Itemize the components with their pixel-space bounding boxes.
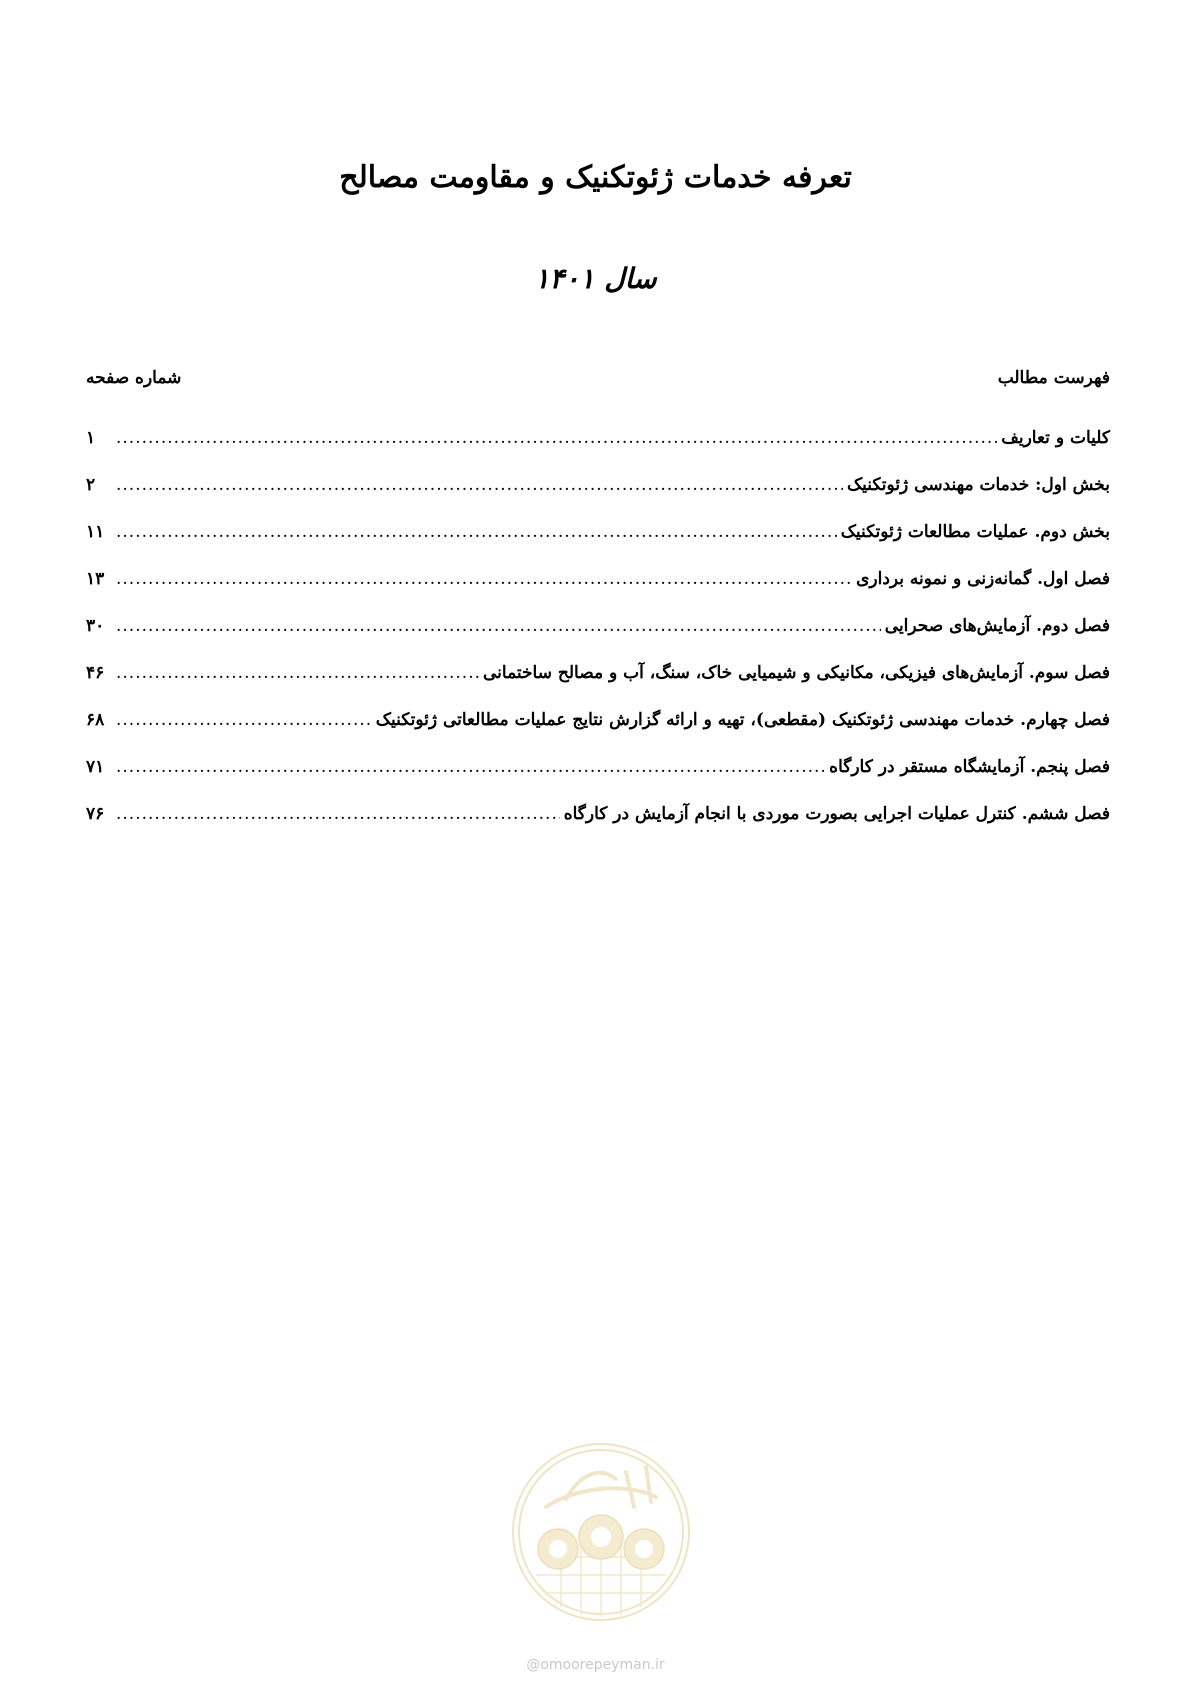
toc-entry-page: ۶۸ [86,710,105,730]
toc-entry-title: فصل ششم. کنترل عملیات اجرایی بصورت موردی با انجام آزمایش در کارگاه [563,804,1110,824]
toc-dot-leader [116,428,997,448]
toc-entry-title: بخش دوم. عملیات مطالعات ژئوتکنیک [840,522,1110,542]
toc-entry-page: ۲ [86,475,96,495]
toc-entry-title: فصل اول. گمانه‌زنی و نمونه برداری [856,569,1110,589]
toc-dot-leader [116,757,825,777]
toc-entry-title: فصل دوم. آزمایش‌های صحرایی [884,616,1110,636]
toc-header-page-number: شماره صفحه [86,368,182,388]
toc-row[interactable] [86,804,1110,851]
table-of-contents [86,428,1110,851]
toc-row[interactable] [86,757,1110,804]
toc-row[interactable] [86,616,1110,663]
toc-entry-page: ۱۱ [86,522,105,542]
toc-dot-leader [116,522,837,542]
toc-entry-page: ۱۳ [86,569,105,589]
toc-dot-leader [116,804,560,824]
toc-entry-page: ۷۱ [86,757,105,777]
document-year: سال ۱۴۰۱ [534,262,657,295]
toc-entry-title: کلیات و تعاریف [1001,428,1110,448]
document-title: تعرفه خدمات ژئوتکنیک و مقاومت مصالح [339,160,852,195]
toc-entry-title: فصل چهارم. خدمات مهندسی ژئوتکنیک (مقطعی)، تهیه و ارائه گزارش نتایج عملیات مطالعاتی ژئوتکنیک [375,710,1110,730]
toc-header [86,368,1110,398]
toc-row[interactable] [86,475,1110,522]
watermark-logo-icon [506,1437,696,1627]
toc-entry-page: ۳۰ [86,616,105,636]
toc-header-title: فهرست مطالب [997,368,1110,388]
toc-dot-leader [116,710,372,730]
toc-row[interactable] [86,522,1110,569]
toc-dot-leader [116,569,852,589]
toc-entry-page: ۴۶ [86,663,105,683]
toc-entry-title: بخش اول: خدمات مهندسی ژئوتکنیک [846,475,1110,495]
toc-row[interactable] [86,428,1110,475]
watermark-site: @omoorepeyman.ir [526,1657,665,1673]
toc-entry-title: فصل سوم. آزمایش‌های فیزیکی، مکانیکی و شیمیایی خاک، سنگ، آب و مصالح ساختمانی [483,663,1110,683]
toc-row[interactable] [86,569,1110,616]
toc-row[interactable] [86,663,1110,710]
toc-dot-leader [116,475,843,495]
toc-entry-page: ۱ [86,428,96,448]
toc-row[interactable] [86,710,1110,757]
toc-entry-title: فصل پنجم. آزمایشگاه مستقر در کارگاه [829,757,1110,777]
toc-dot-leader [116,663,479,683]
toc-entry-page: ۷۶ [86,804,105,824]
toc-dot-leader [116,616,881,636]
